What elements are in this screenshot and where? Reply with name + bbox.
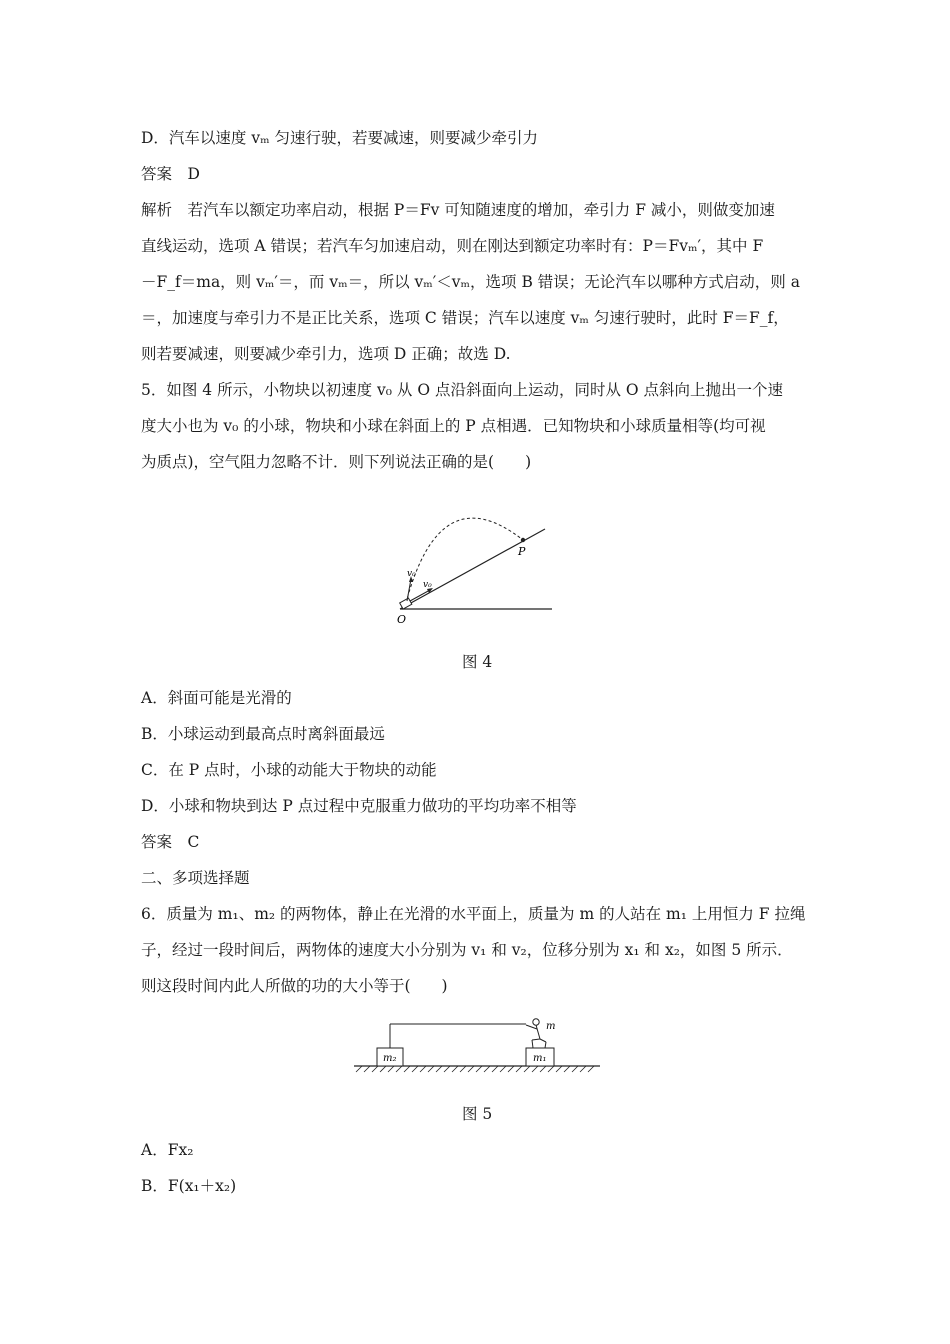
ball-velocity-arrow [407,579,411,601]
label-person: m [546,1021,556,1032]
label-block-velocity: v₀ [423,580,432,590]
ground-hatching [356,1066,594,1072]
q5-answer: 答案 C [141,833,200,851]
q6-option-b: B．F(x₁＋x₂) [141,1177,237,1195]
q4-explanation-line-2: 直线运动，选项 A 错误；若汽车匀加速启动，则在刚达到额定功率时有：P＝Fvₘ′，其中 F [141,237,764,255]
q5-option-d: D．小球和物块到达 P 点过程中克服重力做功的平均功率不相等 [141,797,577,815]
q5-stem-line-1: 5．如图 4 所示，小物块以初速度 v₀ 从 O 点沿斜面向上运动，同时从 O 点斜向上抛出一个速 [141,381,784,399]
block [400,598,412,609]
q4-explanation-line-5: 则若要减速，则要减少牵引力，选项 D 正确；故选 D. [141,345,511,363]
figure-5-rope-diagram [350,1018,605,1080]
q5-stem-line-3: 为质点)，空气阻力忽略不计．则下列说法正确的是( ) [141,453,532,471]
label-meet-point: P [518,545,526,558]
person-figure [526,1019,546,1048]
q5-option-b: B．小球运动到最高点时离斜面最远 [141,725,385,743]
q5-option-c: C．在 P 点时，小球的动能大于物块的动能 [141,761,437,779]
section-heading: 二、多项选择题 [141,869,250,887]
q4-option-d: D．汽车以速度 vₘ 匀速行驶，若要减速，则要减少牵引力 [141,129,539,147]
q5-option-a: A．斜面可能是光滑的 [141,689,292,707]
q6-stem-line-3: 则这段时间内此人所做的功的大小等于( ) [141,977,448,995]
label-origin: O [397,613,407,626]
q4-answer: 答案 D [141,165,200,183]
label-block-m1: m₁ [533,1053,547,1064]
ball-trajectory [406,518,523,603]
q5-stem-line-2: 度大小也为 v₀ 的小球，物块和小球在斜面上的 P 点相遇．已知物块和小球质量相等(均可视 [141,417,766,435]
q6-stem-line-1: 6．质量为 m₁、m₂ 的两物体，静止在光滑的水平面上，质量为 m 的人站在 m₁ 上用恒力 F 拉绳 [141,905,806,923]
q4-explanation-line-3: －F_f＝ma，则 vₘ′＝，而 vₘ＝，所以 vₘ′＜vₘ，选项 B 错误；无论汽车以哪种方式启动，则 a [141,273,800,291]
q4-explanation-line-1: 解析 若汽车以额定功率启动，根据 P＝Fv 可知随速度的增加，牵引力 F 减小，则做变加速 [141,201,775,219]
meet-point-dot [521,538,525,542]
q4-explanation-line-4: ＝，加速度与牵引力不是正比关系，选项 C 错误；汽车以速度 vₘ 匀速行驶时，此时 F＝F_f， [141,309,789,327]
label-block-m2: m₂ [383,1053,397,1064]
figure-4-caption: 图 4 [462,653,493,671]
block-velocity-arrow [410,590,430,601]
figure-5-caption: 图 5 [462,1105,493,1123]
q6-option-a: A．Fx₂ [141,1141,194,1159]
figure-4-incline-diagram [380,505,570,635]
label-ball-velocity: v₀ [407,569,416,579]
q6-stem-line-2: 子，经过一段时间后，两物体的速度大小分别为 v₁ 和 v₂，位移分别为 x₁ 和 x₂，如图 5 所示． [141,941,793,959]
